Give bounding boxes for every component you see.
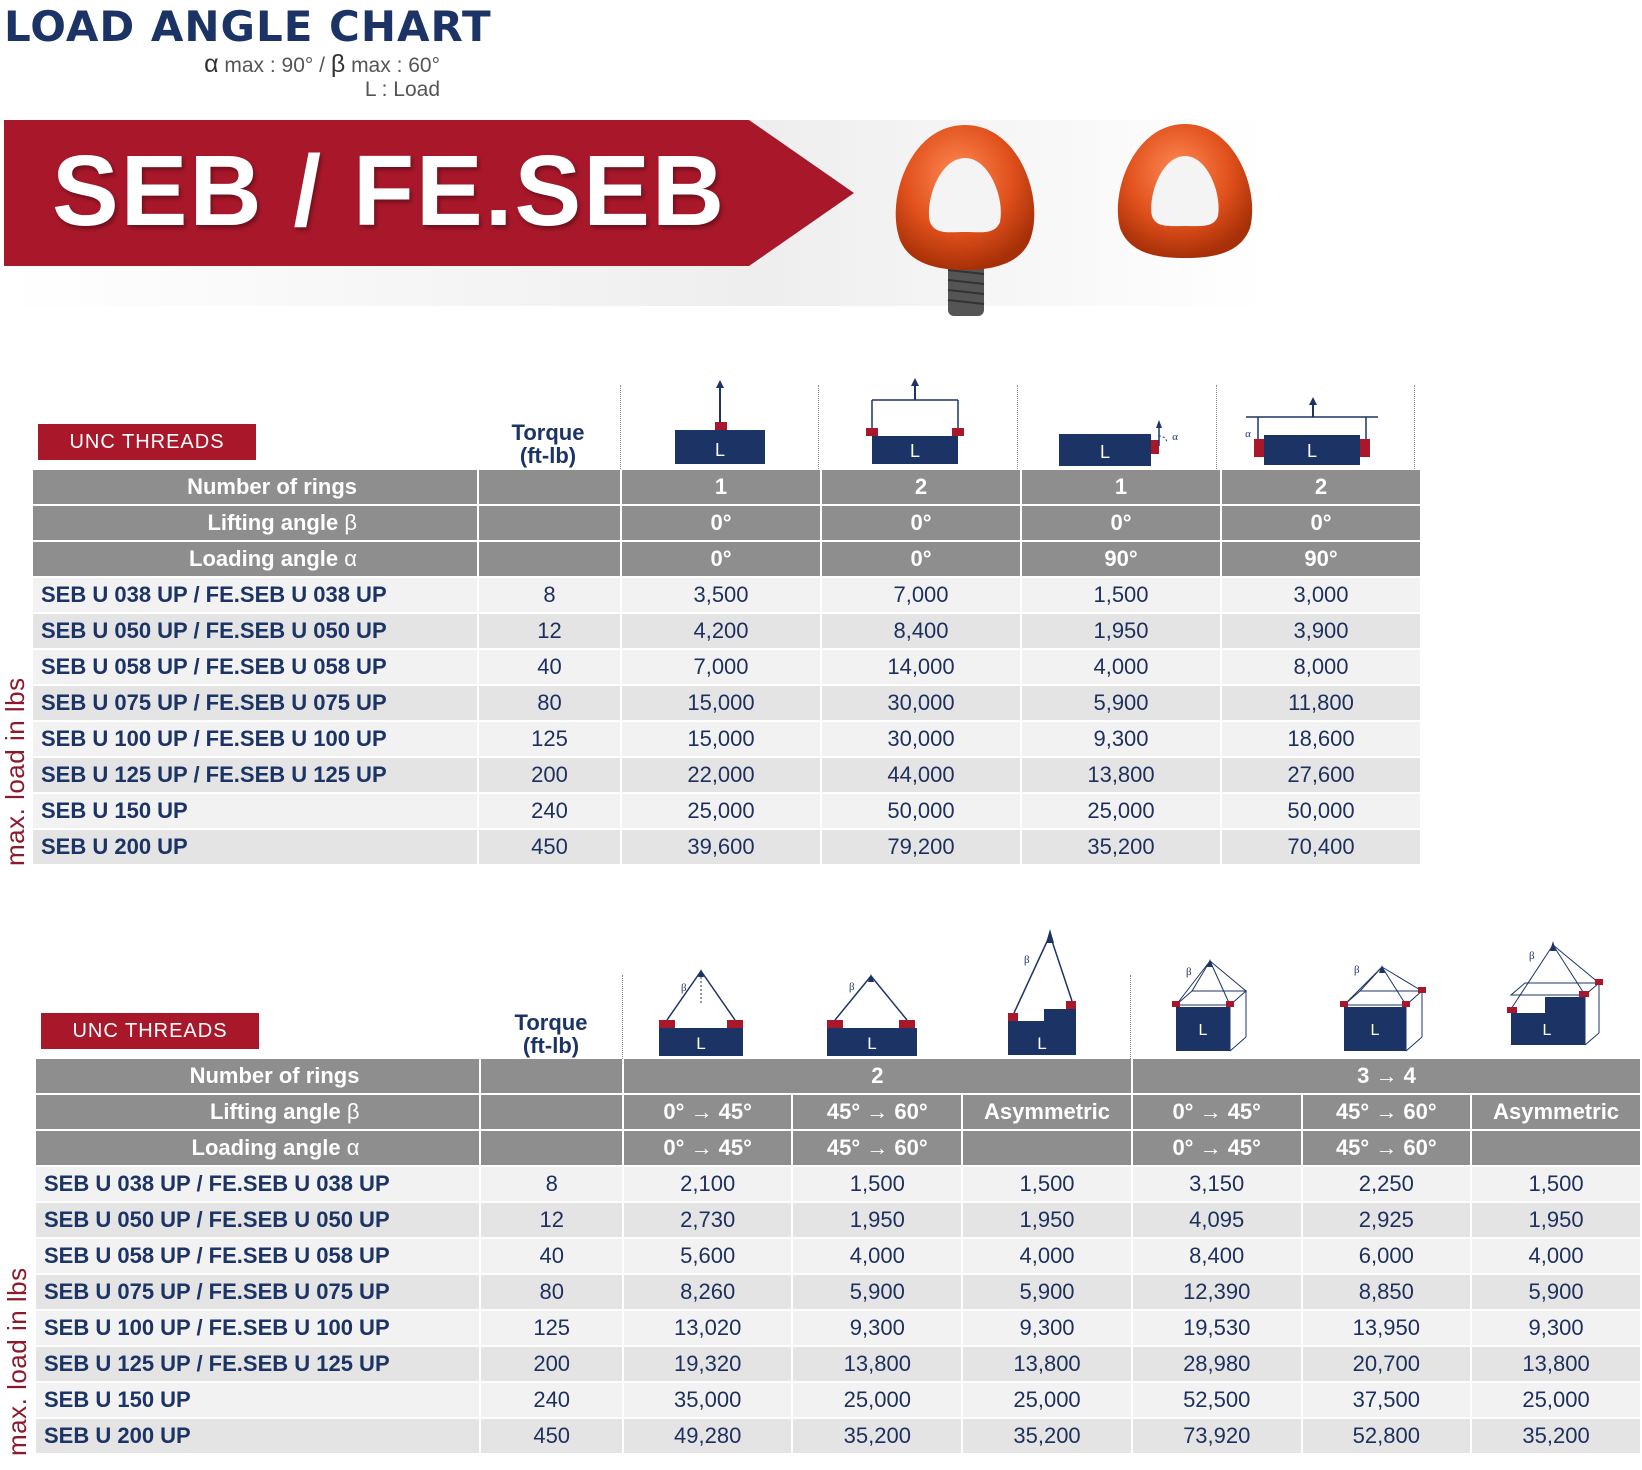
- header-cell: 3 → 4: [1133, 1059, 1640, 1095]
- header-cell: 90°: [1022, 542, 1220, 578]
- torque-label: Torque: [514, 1010, 588, 1035]
- load-cell: 7,000: [622, 650, 820, 686]
- header-cell: 45° → 60°: [1303, 1095, 1471, 1131]
- torque-cell: 240: [479, 794, 620, 830]
- torque-cell: 240: [481, 1383, 621, 1419]
- table-row: [33, 722, 1420, 758]
- torque-cell: 125: [479, 722, 620, 758]
- load-cell: 35,200: [1472, 1419, 1640, 1455]
- side-label-max-load: max. load in lbs: [0, 677, 30, 866]
- load-cell: 8,260: [624, 1275, 792, 1311]
- load-cell: 35,000: [624, 1383, 792, 1419]
- header-row: [33, 470, 1420, 506]
- load-letter: L: [1037, 1034, 1047, 1053]
- diagram-single-vertical: [650, 380, 790, 470]
- header-cell: 0°: [822, 506, 1020, 542]
- side-label-max-load: max. load in lbs: [2, 1267, 32, 1456]
- load-cell: 2,100: [624, 1167, 792, 1203]
- diagram-asymmetric-two-leg: [1000, 925, 1090, 1060]
- product-name-cell: SEB U 075 UP / FE.SEB U 075 UP: [33, 686, 477, 722]
- table-row: [33, 794, 1420, 830]
- product-name-cell: SEB U 050 UP / FE.SEB U 050 UP: [36, 1203, 479, 1239]
- header-label: [33, 506, 477, 542]
- table-row: [33, 686, 1420, 722]
- beta-symbol: β: [1186, 966, 1192, 978]
- load-cell: 13,950: [1303, 1311, 1471, 1347]
- load-cell: 5,900: [793, 1275, 961, 1311]
- product-name-cell: SEB U 125 UP / FE.SEB U 125 UP: [33, 758, 477, 794]
- load-cell: 4,095: [1133, 1203, 1301, 1239]
- torque-label: Torque: [511, 420, 585, 445]
- header-label-text: Loading angle: [191, 1135, 347, 1160]
- load-cell: 5,900: [963, 1275, 1131, 1311]
- header-label-symbol: α: [346, 1135, 360, 1160]
- product-name-cell: SEB U 058 UP / FE.SEB U 058 UP: [33, 650, 477, 686]
- eyebolt-weld-on-image: [1110, 120, 1260, 270]
- unc-threads-label: UNC THREADS: [38, 424, 256, 460]
- load-cell: 25,000: [622, 794, 820, 830]
- header-label-text: Loading angle: [189, 546, 345, 571]
- load-cell: 11,800: [1222, 686, 1420, 722]
- header-cell: 0° → 45°: [624, 1095, 792, 1131]
- table-row: [36, 1419, 1640, 1455]
- diagram-double-vertical: [860, 378, 980, 470]
- diagram-separator: [622, 975, 623, 1059]
- load-cell: 4,000: [1472, 1239, 1640, 1275]
- header-cell: 2: [624, 1059, 1131, 1095]
- torque-cell: 450: [481, 1419, 621, 1455]
- header-cell: 45° → 60°: [793, 1095, 961, 1131]
- load-cell: 1,500: [963, 1167, 1131, 1203]
- alpha-symbol: α: [204, 50, 219, 78]
- header-cell: 2: [822, 470, 1020, 506]
- torque-cell: 450: [479, 830, 620, 866]
- beta-symbol: β: [681, 982, 687, 994]
- load-cell: 12,390: [1133, 1275, 1301, 1311]
- table-row: [36, 1203, 1640, 1239]
- product-name-cell: SEB U 038 UP / FE.SEB U 038 UP: [36, 1167, 479, 1203]
- load-cell: 25,000: [963, 1383, 1131, 1419]
- diagram-single-side: [1055, 410, 1185, 470]
- load-cell: 7,000: [822, 578, 1020, 614]
- load-cell: 19,320: [624, 1347, 792, 1383]
- load-cell: 13,800: [1472, 1347, 1640, 1383]
- table-row: [36, 1347, 1640, 1383]
- load-note: L : Load: [364, 78, 440, 101]
- load-cell: 28,980: [1133, 1347, 1301, 1383]
- load-cell: 8,400: [822, 614, 1020, 650]
- load-cell: 13,800: [963, 1347, 1131, 1383]
- load-cell: 1,950: [1472, 1203, 1640, 1239]
- load-letter: L: [1542, 1022, 1552, 1039]
- load-cell: 19,530: [1133, 1311, 1301, 1347]
- torque-cell: 200: [481, 1347, 621, 1383]
- diagram-separator: [620, 385, 621, 469]
- load-cell: 25,000: [1022, 794, 1220, 830]
- load-cell: 1,500: [1022, 578, 1220, 614]
- diagram-four-leg-45: [1168, 955, 1258, 1055]
- load-cell: 5,900: [1472, 1275, 1640, 1311]
- header-label: [36, 1095, 479, 1131]
- product-name-cell: SEB U 038 UP / FE.SEB U 038 UP: [33, 578, 477, 614]
- load-cell: 4,200: [622, 614, 820, 650]
- load-cell: 20,700: [1303, 1347, 1471, 1383]
- torque-cell: 12: [479, 614, 620, 650]
- table-row: [36, 1167, 1640, 1203]
- beta-symbol: β: [330, 50, 346, 78]
- header-row: [36, 1059, 1640, 1095]
- diagram-four-leg-60: [1338, 955, 1438, 1055]
- header-cell: 0°: [822, 542, 1020, 578]
- header-blank: [479, 506, 620, 542]
- load-cell: 3,150: [1133, 1167, 1301, 1203]
- load-cell: 13,020: [624, 1311, 792, 1347]
- header-cell: 90°: [1222, 542, 1420, 578]
- header-row: [36, 1131, 1640, 1167]
- header-blank: [481, 1131, 621, 1167]
- torque-cell: 80: [481, 1275, 621, 1311]
- torque-header: [483, 1011, 619, 1057]
- diagram-double-side: [1238, 395, 1388, 470]
- torque-unit: (ft-lb): [522, 1033, 580, 1058]
- load-cell: 50,000: [1222, 794, 1420, 830]
- load-cell: 30,000: [822, 686, 1020, 722]
- load-cell: 25,000: [1472, 1383, 1640, 1419]
- header-cell: Asymmetric: [963, 1095, 1131, 1131]
- header-cell: 0° → 45°: [624, 1131, 792, 1167]
- torque-unit: (ft-lb): [519, 443, 577, 468]
- diagram-four-leg-asymmetric: [1505, 935, 1605, 1055]
- load-cell: 52,500: [1133, 1383, 1301, 1419]
- load-cell: 4,000: [793, 1239, 961, 1275]
- load-cell: 14,000: [822, 650, 1020, 686]
- eyebolt-with-thread-image: [880, 120, 1050, 320]
- load-cell: 22,000: [622, 758, 820, 794]
- header-cell: [1472, 1131, 1640, 1167]
- header-label: [33, 542, 477, 578]
- load-cell: 27,600: [1222, 758, 1420, 794]
- header-cell: 45° → 60°: [1303, 1131, 1471, 1167]
- load-cell: 8,000: [1222, 650, 1420, 686]
- header-blank: [481, 1095, 621, 1131]
- alpha-symbol: α: [1172, 431, 1178, 443]
- load-table-1: [31, 470, 1422, 866]
- load-letter: L: [1198, 1022, 1208, 1039]
- load-cell: 8,850: [1303, 1275, 1471, 1311]
- header-label-symbol: α: [344, 546, 357, 571]
- load-cell: 1,950: [963, 1203, 1131, 1239]
- load-cell: 13,800: [1022, 758, 1220, 794]
- header-label-symbol: β: [344, 510, 357, 535]
- diagram-separator: [1017, 385, 1018, 469]
- load-cell: 2,730: [624, 1203, 792, 1239]
- torque-cell: 80: [479, 686, 620, 722]
- load-cell: 70,400: [1222, 830, 1420, 866]
- header-row: [36, 1095, 1640, 1131]
- product-name-cell: SEB U 075 UP / FE.SEB U 075 UP: [36, 1275, 479, 1311]
- torque-cell: 125: [481, 1311, 621, 1347]
- torque-header: [480, 421, 616, 467]
- beta-symbol: β: [1024, 954, 1030, 966]
- header-cell: 45° → 60°: [793, 1131, 961, 1167]
- product-name-cell: SEB U 125 UP / FE.SEB U 125 UP: [36, 1347, 479, 1383]
- load-cell: 5,900: [1022, 686, 1220, 722]
- diagram-separator: [1216, 385, 1217, 469]
- load-cell: 9,300: [793, 1311, 961, 1347]
- header-label-symbol: β: [346, 1099, 360, 1124]
- load-cell: 39,600: [622, 830, 820, 866]
- load-cell: 35,200: [963, 1419, 1131, 1455]
- beta-symbol: β: [1529, 950, 1535, 962]
- table-row: [36, 1311, 1640, 1347]
- load-cell: 30,000: [822, 722, 1020, 758]
- load-cell: 49,280: [624, 1419, 792, 1455]
- diagram-two-leg-45: [655, 965, 755, 1060]
- load-cell: 4,000: [963, 1239, 1131, 1275]
- load-cell: 44,000: [822, 758, 1020, 794]
- load-letter: L: [867, 1034, 877, 1053]
- table-row: [36, 1275, 1640, 1311]
- beta-symbol: β: [849, 981, 855, 993]
- table-row: [33, 650, 1420, 686]
- product-name-cell: SEB U 150 UP: [36, 1383, 479, 1419]
- product-name-cell: SEB U 100 UP / FE.SEB U 100 UP: [36, 1311, 479, 1347]
- load-cell: 15,000: [622, 686, 820, 722]
- load-cell: 2,925: [1303, 1203, 1471, 1239]
- product-name-cell: SEB U 058 UP / FE.SEB U 058 UP: [36, 1239, 479, 1275]
- header-cell: 0°: [1222, 506, 1420, 542]
- header-blank: [481, 1059, 621, 1095]
- load-cell: 18,600: [1222, 722, 1420, 758]
- load-letter: L: [714, 440, 726, 460]
- header-cell: 0°: [622, 542, 820, 578]
- diagram-separator: [1130, 975, 1131, 1059]
- torque-cell: 200: [479, 758, 620, 794]
- product-name-cell: SEB U 050 UP / FE.SEB U 050 UP: [33, 614, 477, 650]
- load-cell: 9,300: [963, 1311, 1131, 1347]
- product-name-cell: SEB U 200 UP: [33, 830, 477, 866]
- unc-threads-label: UNC THREADS: [41, 1013, 259, 1049]
- header-cell: 0°: [622, 506, 820, 542]
- alpha-max: max : 90° /: [224, 54, 325, 77]
- load-cell: 52,800: [1303, 1419, 1471, 1455]
- load-cell: 79,200: [822, 830, 1020, 866]
- header-row: [33, 506, 1420, 542]
- table-row: [36, 1239, 1640, 1275]
- load-cell: 9,300: [1022, 722, 1220, 758]
- load-cell: 1,500: [793, 1167, 961, 1203]
- diagram-two-leg-60: [825, 968, 925, 1060]
- load-letter: L: [1370, 1022, 1380, 1039]
- load-letter: L: [1099, 442, 1111, 462]
- header-cell: [963, 1131, 1131, 1167]
- load-cell: 37,500: [1303, 1383, 1471, 1419]
- product-name-cell: SEB U 100 UP / FE.SEB U 100 UP: [33, 722, 477, 758]
- load-cell: 3,000: [1222, 578, 1420, 614]
- load-cell: 15,000: [622, 722, 820, 758]
- table-row: [33, 758, 1420, 794]
- header-label: [33, 470, 477, 506]
- torque-cell: 8: [481, 1167, 621, 1203]
- header-cell: 2: [1222, 470, 1420, 506]
- load-cell: 1,500: [1472, 1167, 1640, 1203]
- load-cell: 8,400: [1133, 1239, 1301, 1275]
- load-cell: 9,300: [1472, 1311, 1640, 1347]
- angle-limits: [204, 50, 440, 79]
- table-row: [33, 830, 1420, 866]
- load-letter: L: [1306, 441, 1318, 461]
- page-title: LOAD ANGLE CHART: [4, 2, 492, 51]
- header-label: [36, 1059, 479, 1095]
- load-letter: L: [909, 441, 921, 461]
- table-row: [33, 578, 1420, 614]
- torque-cell: 40: [481, 1239, 621, 1275]
- torque-cell: 40: [479, 650, 620, 686]
- load-cell: 35,200: [793, 1419, 961, 1455]
- header-label-text: Number of rings: [189, 1063, 360, 1088]
- load-cell: 73,920: [1133, 1419, 1301, 1455]
- load-cell: 6,000: [1303, 1239, 1471, 1275]
- header-cell: 0° → 45°: [1133, 1131, 1301, 1167]
- load-cell: 1,950: [793, 1203, 961, 1239]
- load-cell: 13,800: [793, 1347, 961, 1383]
- alpha-symbol: α: [1245, 428, 1251, 440]
- table-row: [36, 1383, 1640, 1419]
- header-label-text: Lifting angle: [207, 510, 345, 535]
- load-cell: 4,000: [1022, 650, 1220, 686]
- header-cell: 1: [1022, 470, 1220, 506]
- beta-symbol: β: [1354, 964, 1360, 976]
- header-cell: 0°: [1022, 506, 1220, 542]
- header-cell: 0° → 45°: [1133, 1095, 1301, 1131]
- load-cell: 2,250: [1303, 1167, 1471, 1203]
- load-cell: 3,500: [622, 578, 820, 614]
- product-name: SEB / FE.SEB: [52, 135, 727, 247]
- load-cell: 25,000: [793, 1383, 961, 1419]
- load-table-2: [34, 1059, 1642, 1455]
- header-cell: 1: [622, 470, 820, 506]
- load-cell: 35,200: [1022, 830, 1220, 866]
- header-label: [36, 1131, 479, 1167]
- table-row: [33, 614, 1420, 650]
- header-label-text: Number of rings: [187, 474, 357, 499]
- diagram-separator: [818, 385, 819, 469]
- torque-cell: 12: [481, 1203, 621, 1239]
- header-cell: Asymmetric: [1472, 1095, 1640, 1131]
- load-cell: 3,900: [1222, 614, 1420, 650]
- torque-cell: 8: [479, 578, 620, 614]
- header-label-text: Lifting angle: [209, 1099, 347, 1124]
- load-cell: 1,950: [1022, 614, 1220, 650]
- beta-max: max : 60°: [351, 54, 440, 77]
- product-name-cell: SEB U 150 UP: [33, 794, 477, 830]
- header-blank: [479, 470, 620, 506]
- load-letter: L: [696, 1034, 706, 1053]
- header-blank: [479, 542, 620, 578]
- load-cell: 5,600: [624, 1239, 792, 1275]
- product-name-cell: SEB U 200 UP: [36, 1419, 479, 1455]
- header-row: [33, 542, 1420, 578]
- load-cell: 50,000: [822, 794, 1020, 830]
- diagram-separator: [1414, 385, 1415, 469]
